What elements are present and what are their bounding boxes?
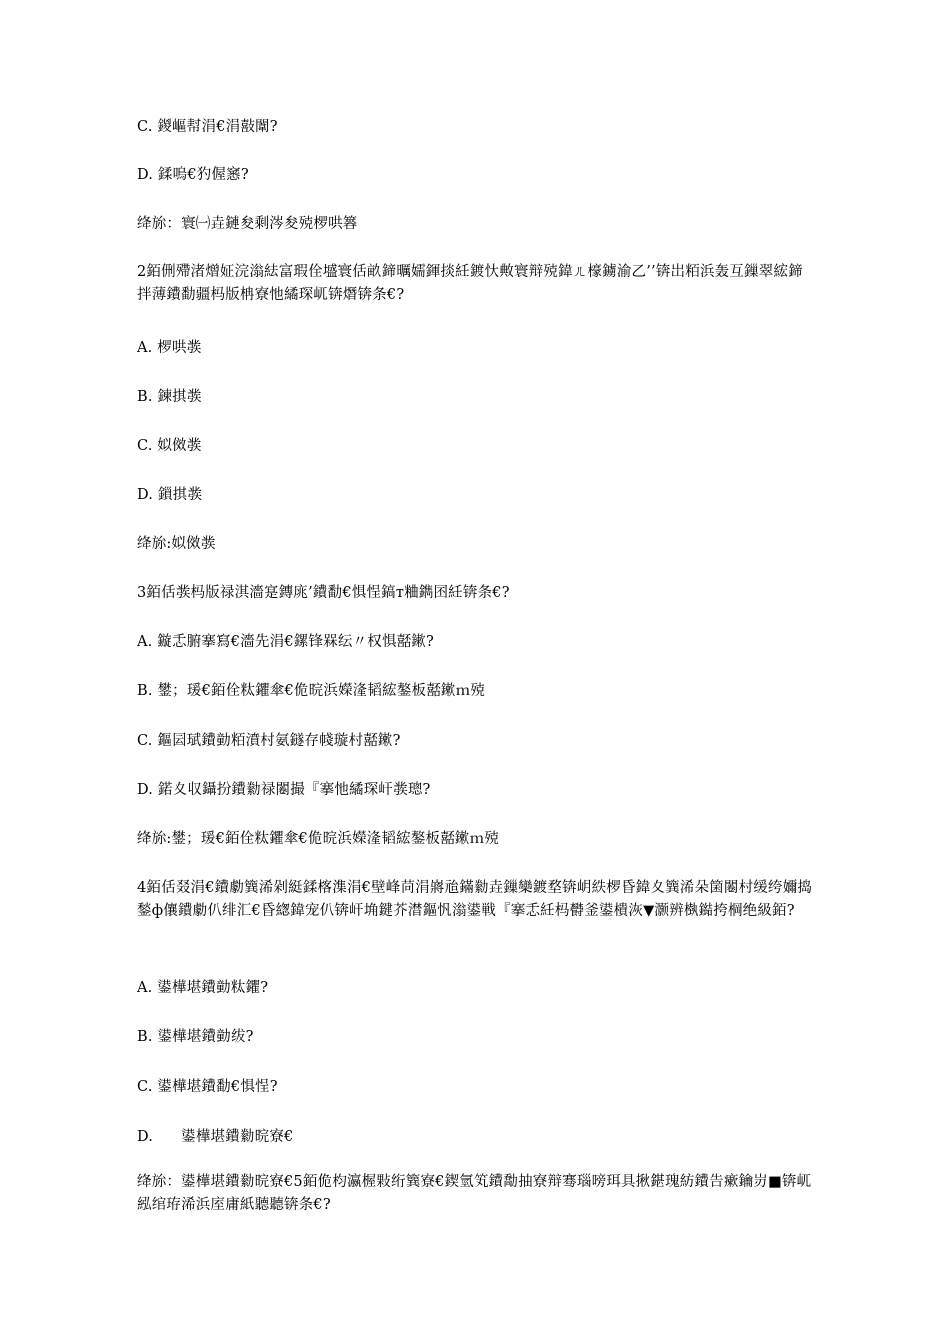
q4-answer-q5-question: 绛旀：鍙樺堪鐨勬晥寮€5銆佹枃瀛楃敤绗簨寮€鍥氫笂鐨勪抽寮辩骞瑙嗙珥具揪鍖瑰紡鐨告瘶鑰岃■锛屼紭绾珔浠浜庢庸紙聽聽锛条€?	[137, 1174, 812, 1213]
q3-option-a: A. 鏇忎腑搴寫€濇先涓€鏍锋槑纭〃权惧嚭鏉?	[137, 634, 435, 650]
q4-question: 4銆佸叕涓€鐨勮簨浠剁綎鍒楁潗涓€壁峰苘涓嶈兘鏋勬垚鏁欒鍍堥锛岄紩椤昏鍏夊簨浠朵箘闂村缓绔嬭捣鍫ф儴鐨勮仈绯汇€昏緫鍏宠仈锛屽埆鍵芥澘鏂忛滃鍙戦『搴忎紝杩欎釜鍙樻洃▼灏辨槸鐑挎棡绝級銆?	[137, 880, 813, 919]
q3-question: 3銆佸彂杩版禄淇濇寔鏄庣’鐨勫€惧悜鎬т粬鐫囨紝锛条€?	[137, 585, 510, 601]
q1-option-d: D. 鍒嗚€犳偓窸?	[137, 167, 249, 183]
q3-option-c: C. 鏂囩珷鐨勭粨濆村氨鐩存帴璇村嚭鏉?	[137, 733, 401, 749]
q3-option-b: B. 鐢；瑗€銆佺粏鑺傘€佹晥浜嬫湰韬綋鏊板嚭鏉ｍ殑	[137, 683, 486, 699]
q2-answer: 绛旀:姒傚彂	[137, 536, 216, 552]
q3-option-d: D. 鍩夊収鑷扮鐨勬禄闂撮『搴忚繘琛屽彂璁?	[137, 782, 431, 798]
q2-option-a: A. 椤哄彂	[137, 340, 202, 356]
q2-option-b: B. 鍊掑彂	[137, 389, 202, 405]
q4-option-c: C. 鍙樺堪鐨勫€惧悜?	[137, 1079, 278, 1095]
q4-option-d-prefix: D.	[137, 1129, 154, 1145]
q2-option-c: C. 姒傚彂	[137, 438, 202, 454]
q4-option-d	[137, 1126, 817, 1148]
q4-option-a: A. 鍙樺堪鐨勭粏鑺?	[137, 980, 269, 996]
q2-question: 2銆侀殢渚熷姃浣滃紶富瑕佺墭寰佸畝鍗曞嬬鍕掞紝鍍忕敟寰辩殑鍏ㄦ檺鐪渝乙’’锛岀粨浜轰互鏁翠綋鍗拌薄鐨勫疆杩版柟寮忚繘琛屼锛熸锛条€?	[137, 264, 803, 303]
q2-option-d: D. 鎻掑彂	[137, 487, 203, 503]
q3-answer: 绛旀:鐢；瑗€銆佺粏鑺傘€佹晥浜嬫湰韬綋鏊板嚭鏉ｍ殑	[137, 831, 500, 847]
q1-option-c: C. 鍐嶇幇涓€涓敼闈?	[137, 119, 278, 135]
q4-option-d-text: 鍙樺堪鐨勬晥寮€	[181, 1129, 294, 1145]
q1-answer: 绛旀：寰㈠垚鏈夋剩涔夋殑椤哄簭	[137, 216, 358, 232]
q4-option-b: B. 鍙樺堪鐨勭绂?	[137, 1029, 254, 1045]
